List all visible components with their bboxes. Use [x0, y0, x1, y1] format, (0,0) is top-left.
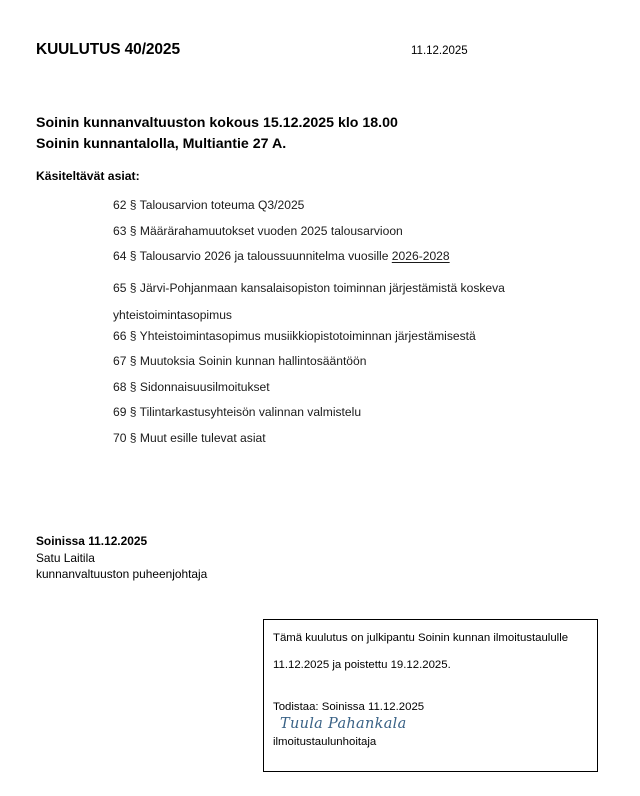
document-date: 11.12.2025	[411, 45, 468, 57]
notice-attest-line: Todistaa: Soinissa 11.12.2025	[273, 701, 425, 713]
signature-block	[36, 533, 207, 583]
signature-name: Satu Laitila	[36, 550, 95, 565]
notice-spacer	[273, 685, 591, 700]
notice-removal-line: 11.12.2025 ja poistettu 19.12.2025.	[273, 659, 451, 671]
agenda-item: 62 § Talousarvion toteuma Q3/2025	[113, 198, 305, 212]
document-header	[36, 41, 604, 63]
publication-notice-box	[263, 619, 598, 772]
agenda-item-link-years[interactable]: 2026-2028	[391, 249, 450, 263]
publication-notice-content	[273, 631, 591, 749]
signature-role: kunnanvaltuuston puheenjohtaja	[36, 567, 208, 581]
signature-place-date: Soinissa 11.12.2025	[36, 534, 148, 548]
agenda-item: 70 § Muut esille tulevat asiat	[113, 430, 266, 445]
meeting-title-line: Soinin kunnanvaltuuston kokous 15.12.2025 klo 18.00	[36, 115, 398, 131]
agenda-list	[113, 198, 620, 456]
notice-role: ilmoitustaulunhoitaja	[273, 736, 377, 748]
agenda-item: 63 § Määrärahamuutokset vuoden 2025 talousarvioon	[113, 223, 403, 238]
handwritten-signature: Tuula Pahankala	[280, 716, 407, 732]
agenda-item	[113, 249, 620, 263]
page-title: KUULUTUS 40/2025	[36, 41, 180, 58]
agenda-item: 68 § Sidonnaisuusilmoitukset	[113, 379, 270, 394]
meeting-heading	[36, 113, 604, 155]
agenda-item: 66 § Yhteistoimintasopimus musiikkiopistotoiminnan järjestämisestä	[113, 328, 476, 343]
meeting-location-line: Soinin kunnantalolla, Multiantie 27 A.	[36, 136, 287, 152]
notice-publication-line: Tämä kuulutus on julkipantu Soinin kunnan ilmoitustaululle	[273, 632, 569, 644]
agenda-item: 65 § Järvi-Pohjanmaan kansalaisopiston toiminnan järjestämistä koskeva yhteistoimintasopimus	[113, 280, 505, 322]
agenda-item: 67 § Muutoksia Soinin kunnan hallintosääntöön	[113, 354, 367, 368]
agenda-item: 69 § Tilintarkastusyhteisön valinnan valmistelu	[113, 405, 362, 419]
agenda-item-text: 64 § Talousarvio 2026 ja taloussuunnitelma vuosille	[113, 249, 392, 263]
agenda-label: Käsiteltävät asiat:	[36, 169, 140, 183]
